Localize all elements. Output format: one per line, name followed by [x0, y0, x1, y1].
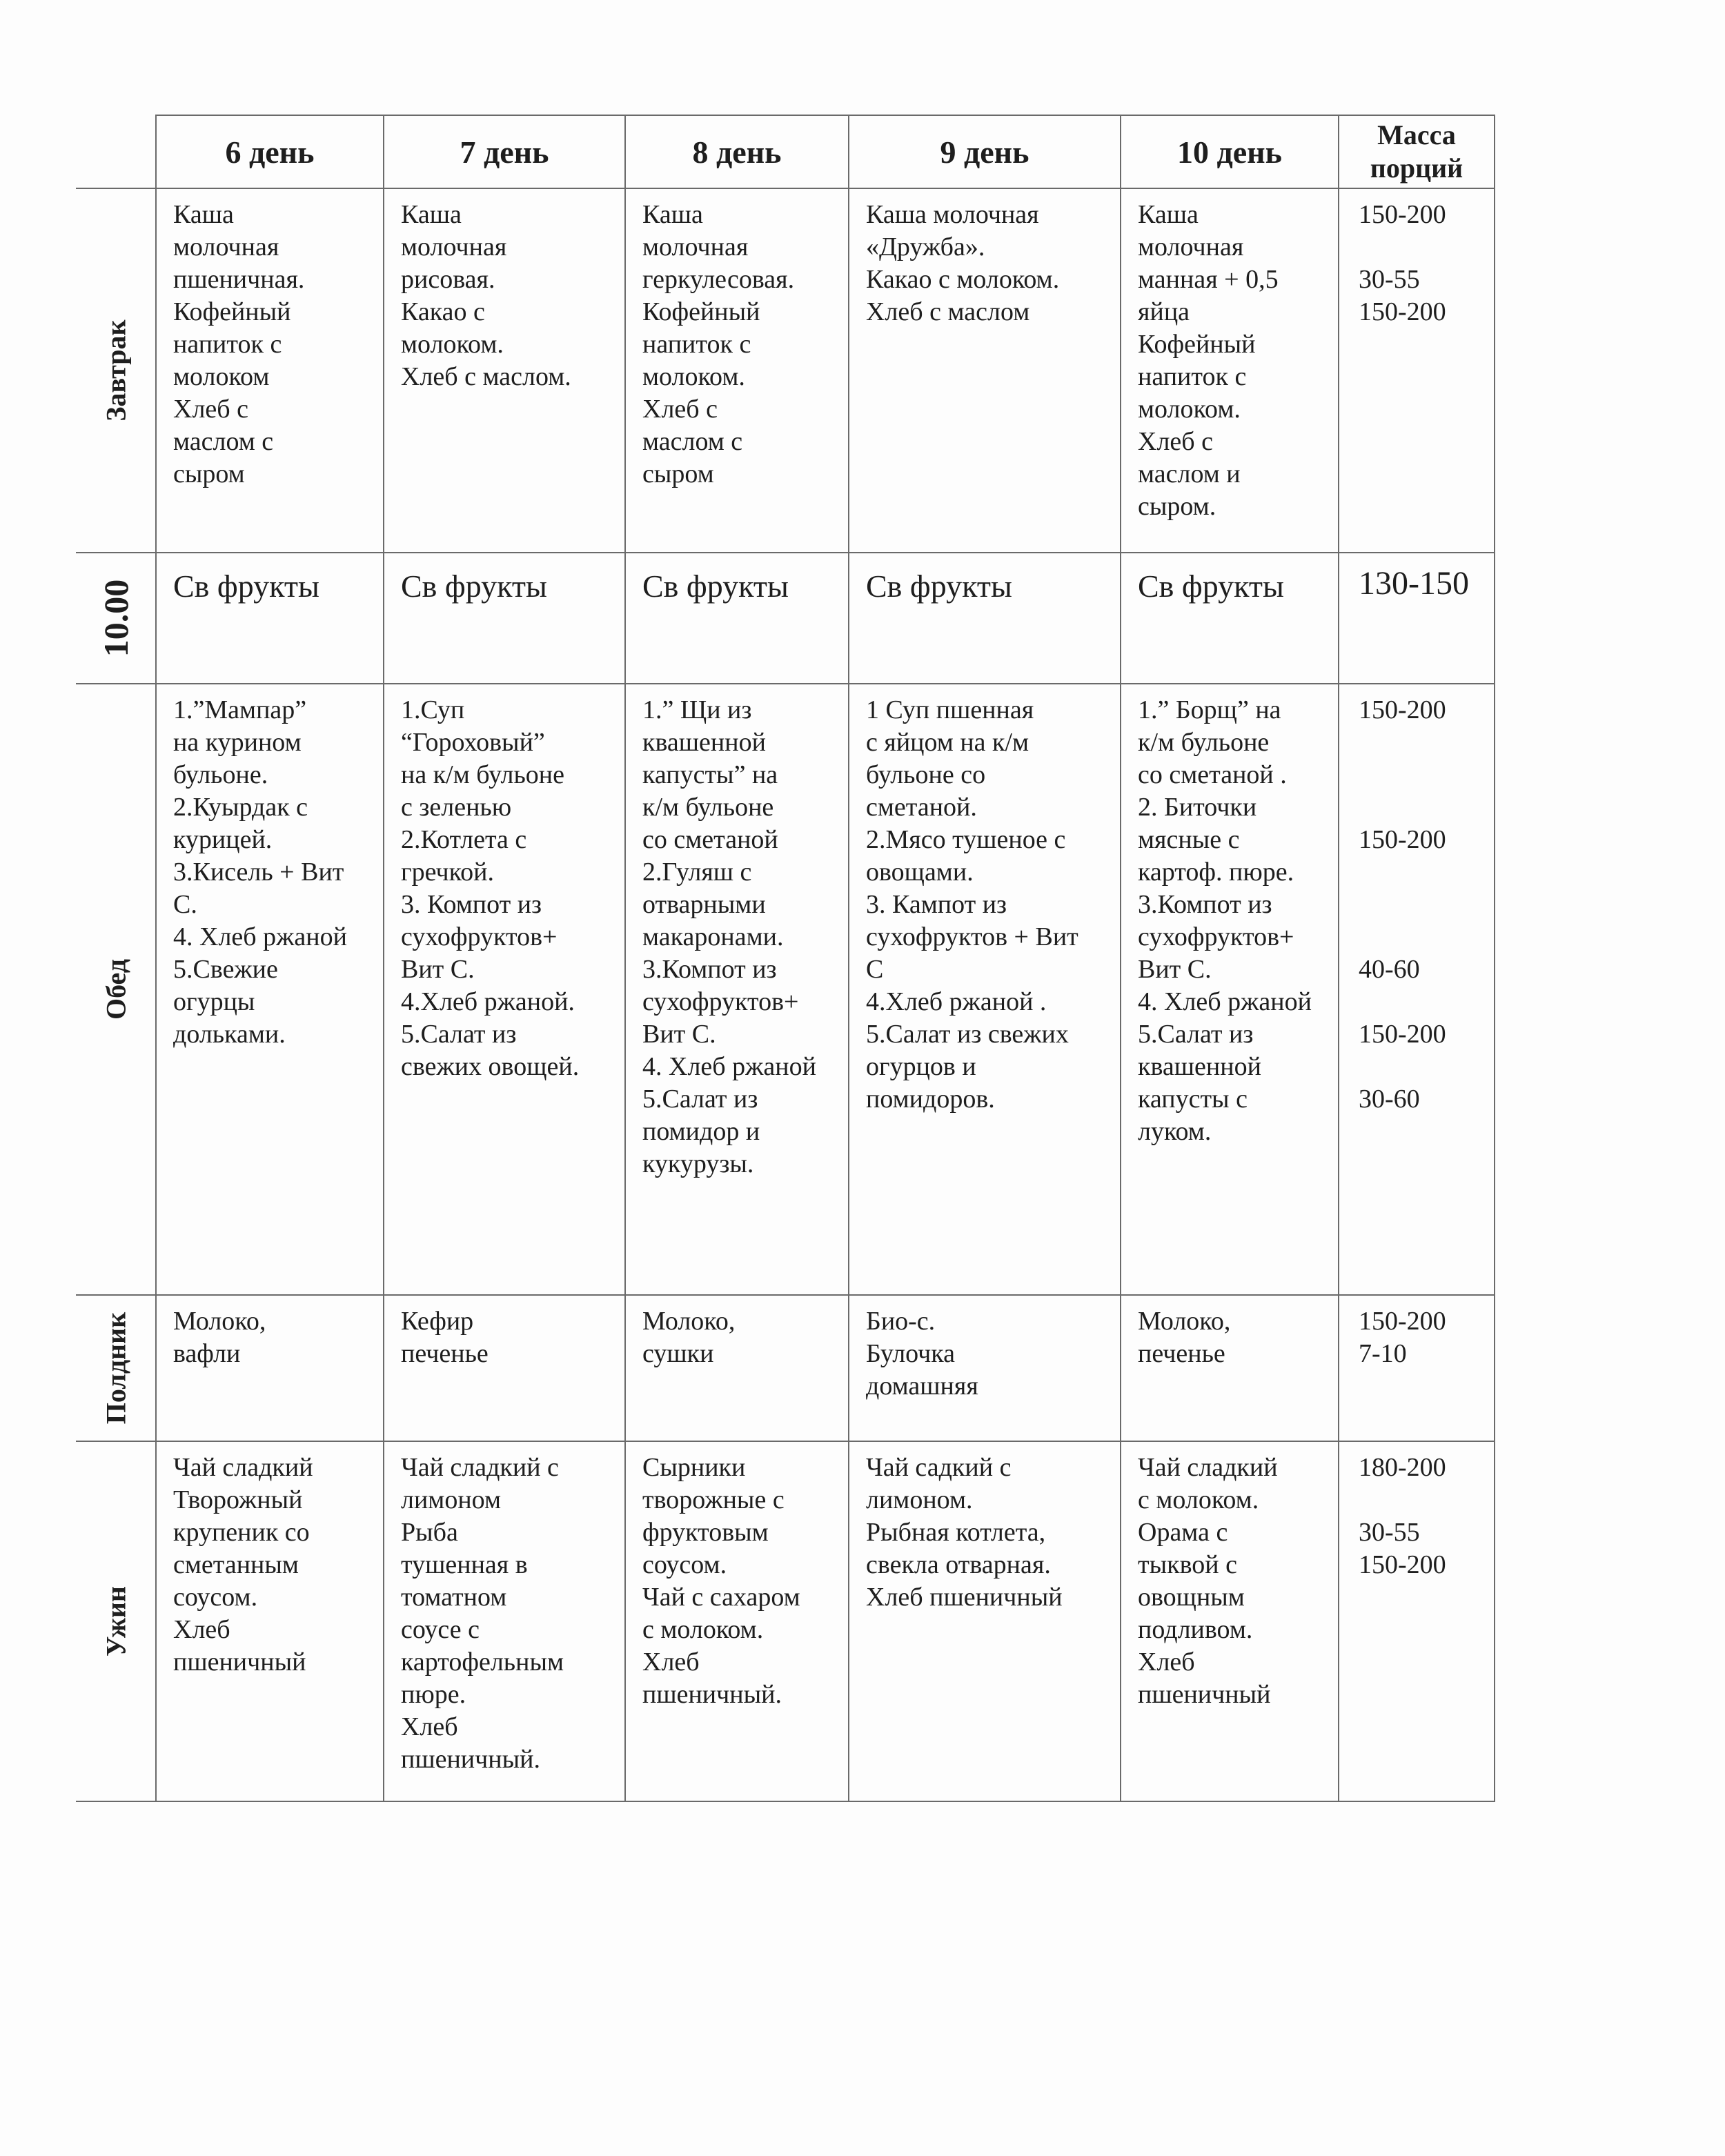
menu-cell: [384, 684, 625, 1295]
menu-cell: [384, 1441, 625, 1801]
menu-cell-text: Каша молочная геркулесовая. Кофейный напиток с молоком. Хлеб с маслом с сыром: [642, 200, 795, 488]
meal-row-breakfast: [76, 188, 1495, 553]
menu-table: [76, 115, 1495, 1802]
day-header: 6 день: [156, 115, 384, 188]
menu-cell: [156, 1441, 384, 1801]
meal-row-lunch: [76, 684, 1495, 1295]
menu-cell: [849, 553, 1121, 684]
menu-cell: [625, 1295, 849, 1441]
menu-cell-text: Кефир печенье: [401, 1307, 489, 1368]
menu-cell-text: 1.” Щи из квашенной капусты” на к/м бульоне со сметаной 2.Гуляш с отварными макаронами. 3.Компот из сухофруктов+ Вит С. 4. Хлеб ржаной 5.Салат из помидор и кукурузы.: [642, 695, 816, 1178]
menu-cell: [625, 1441, 849, 1801]
menu-cell: [1121, 553, 1339, 684]
meal-label: Обед: [100, 958, 131, 1020]
menu-cell: [625, 188, 849, 553]
meal-label: 10.00: [96, 579, 135, 657]
day-header: 8 день: [625, 115, 849, 188]
menu-cell-text: Каша молочная пшеничная. Кофейный напиток с молоком Хлеб с маслом с сыром: [173, 200, 305, 488]
meal-label-cell: [76, 1441, 156, 1801]
menu-cell: [625, 553, 849, 684]
menu-cell-text: Молоко, сушки: [642, 1307, 736, 1368]
menu-cell: [156, 1295, 384, 1441]
menu-cell: [1121, 684, 1339, 1295]
menu-cell: [849, 684, 1121, 1295]
mass-cell: [1339, 553, 1495, 684]
menu-cell-text: 1.” Борщ” на к/м бульоне со сметаной . 2. Биточки мясные с картоф. пюре. 3.Компот из сухофруктов+ Вит С. 4. Хлеб ржаной 5.Салат из квашенной капусты с луком.: [1138, 695, 1312, 1146]
menu-cell: [1121, 1295, 1339, 1441]
menu-cell: [1121, 188, 1339, 553]
menu-cell: [156, 553, 384, 684]
menu-cell: [384, 188, 625, 553]
header-row: [76, 115, 1495, 188]
day-header: 10 день: [1121, 115, 1339, 188]
menu-cell-text: Чай сладкий с молоком. Орама с тыквой с овощным подливом. Хлеб пшеничный: [1138, 1453, 1278, 1709]
menu-cell-text: Св фрукты: [173, 568, 319, 604]
menu-cell: [384, 553, 625, 684]
meal-row-dinner: [76, 1441, 1495, 1801]
menu-cell-text: Каша молочная манная + 0,5 яйца Кофейный напиток с молоком. Хлеб с маслом и сыром.: [1138, 200, 1279, 521]
menu-cell-text: 1.Суп “Гороховый” на к/м бульоне с зеленью 2.Котлета с гречкой. 3. Компот из сухофруктов+ Вит С. 4.Хлеб ржаной. 5.Салат из свежих овощей.: [401, 695, 580, 1081]
meal-label-cell: [76, 1295, 156, 1441]
mass-value: 180-200 30-55 150-200: [1359, 1453, 1446, 1579]
menu-cell: [849, 188, 1121, 553]
menu-cell-text: 1 Суп пшенная с яйцом на к/м бульоне со сметаной. 2.Мясо тушеное с овощами. 3. Кампот из сухофруктов + Вит С 4.Хлеб ржаной . 5.Салат из свежих огурцов и помидоров.: [866, 695, 1078, 1114]
meal-label: Ужин: [100, 1586, 131, 1656]
menu-cell-text: Каша молочная «Дружба». Какао с молоком. Хлеб с маслом: [866, 200, 1060, 326]
meal-row-afternoon-snack: [76, 1295, 1495, 1441]
menu-cell: [156, 684, 384, 1295]
menu-cell-text: Чай сладкий Творожный крупеник со сметанным соусом. Хлеб пшеничный: [173, 1453, 313, 1677]
meal-label: Полдник: [100, 1312, 131, 1425]
menu-cell: [1121, 1441, 1339, 1801]
meal-label-cell: [76, 188, 156, 553]
mass-value: 130-150: [1359, 565, 1469, 602]
mass-value: 150-200 7-10: [1359, 1307, 1446, 1368]
meal-label-cell: [76, 553, 156, 684]
menu-cell: [849, 1441, 1121, 1801]
menu-cell-text: Молоко, вафли: [173, 1307, 266, 1368]
menu-cell-text: Св фрукты: [401, 568, 547, 604]
menu-cell-text: Св фрукты: [642, 568, 789, 604]
meal-label-cell: [76, 684, 156, 1295]
menu-cell-text: Чай сладкий с лимоном Рыба тушенная в томатном соусе с картофельным пюре. Хлеб пшеничный.: [401, 1453, 564, 1774]
menu-cell-text: Каша молочная рисовая. Какао с молоком. Хлеб с маслом.: [401, 200, 571, 391]
day-header: 9 день: [849, 115, 1121, 188]
menu-cell-text: Чай садкий с лимоном. Рыбная котлета, свекла отварная. Хлеб пшеничный: [866, 1453, 1063, 1612]
mass-cell: [1339, 1295, 1495, 1441]
corner-cell: [76, 115, 156, 188]
menu-cell: [849, 1295, 1121, 1441]
menu-cell-text: Сырники творожные с фруктовым соусом. Чай с сахаром с молоком. Хлеб пшеничный.: [642, 1453, 800, 1709]
menu-cell-text: Св фрукты: [1138, 568, 1284, 604]
mass-cell: [1339, 684, 1495, 1295]
mass-header: Масса порций: [1339, 115, 1495, 188]
menu-cell: [625, 684, 849, 1295]
mass-value: 150-200 150-200 40-60 150-200 30-60: [1359, 695, 1446, 1114]
menu-cell: [384, 1295, 625, 1441]
meal-label: Завтрак: [100, 319, 131, 422]
mass-cell: [1339, 188, 1495, 553]
mass-value: 150-200 30-55 150-200: [1359, 200, 1446, 326]
day-header: 7 день: [384, 115, 625, 188]
meal-row-snack: [76, 553, 1495, 684]
menu-cell-text: Молоко, печенье: [1138, 1307, 1231, 1368]
menu-cell-text: Био-с. Булочка домашняя: [866, 1307, 978, 1401]
menu-cell-text: 1.”Мампар” на курином бульоне. 2.Куырдак с курицей. 3.Кисель + Вит С. 4. Хлеб ржаной 5.Свежие огурцы дольками.: [173, 695, 347, 1049]
menu-cell-text: Св фрукты: [866, 568, 1012, 604]
menu-cell: [156, 188, 384, 553]
mass-cell: [1339, 1441, 1495, 1801]
